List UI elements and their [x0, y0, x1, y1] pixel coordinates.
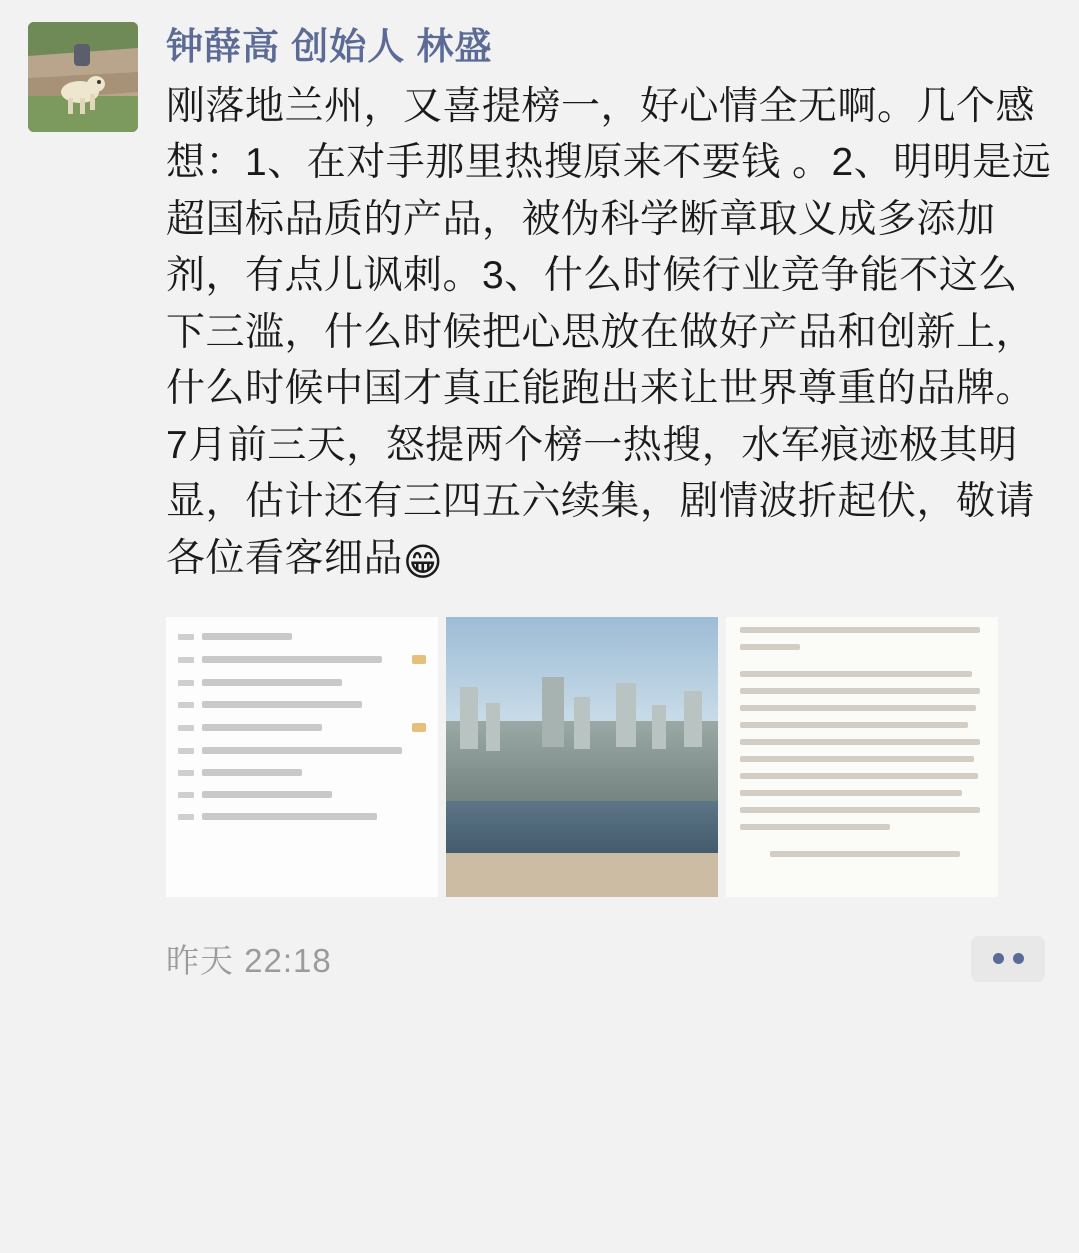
post-footer — [166, 935, 1055, 982]
post-author[interactable]: 钟薛高 创始人 林盛 — [166, 26, 493, 67]
doc-thumb-content — [166, 617, 438, 820]
post-image-gallery — [166, 617, 1055, 907]
post-text-body: 刚落地兰州，又喜提榜一，好心情全无啊。几个感想：1、在对手那里热搜原来不要钱 。2、明明是远超国标品质的产品，被伪科学断章取义成多添加剂，有点儿讽刺。3、什么时候行业竞争能不这么下三滥，什么时候把心思放在做好产品和创新上，什么时候中国才真正能跑出来让世界尊重的品牌。7月前三天，怒提两个榜一热搜，水军痕迹极其明显，估计还有三四五六续集，剧情波折起伏，敬请各位看客细品 — [166, 84, 1052, 580]
post-text — [166, 79, 1055, 591]
post-row — [28, 22, 1055, 982]
grin-emoji: 😁 — [403, 541, 444, 584]
text-thumb-content — [726, 617, 998, 857]
photo-foreground — [446, 853, 718, 897]
avatar-image — [28, 22, 138, 132]
more-actions-button[interactable] — [971, 936, 1045, 982]
post-image-2[interactable] — [726, 617, 998, 897]
post-image-0[interactable] — [166, 617, 438, 897]
post-image-1[interactable] — [446, 617, 718, 897]
post-timestamp: 昨天 22:18 — [166, 942, 332, 980]
more-dot-icon — [993, 953, 1004, 964]
photo-river — [446, 801, 718, 857]
post-content — [138, 22, 1055, 982]
avatar[interactable] — [28, 22, 138, 132]
more-dot-icon — [1013, 953, 1024, 964]
